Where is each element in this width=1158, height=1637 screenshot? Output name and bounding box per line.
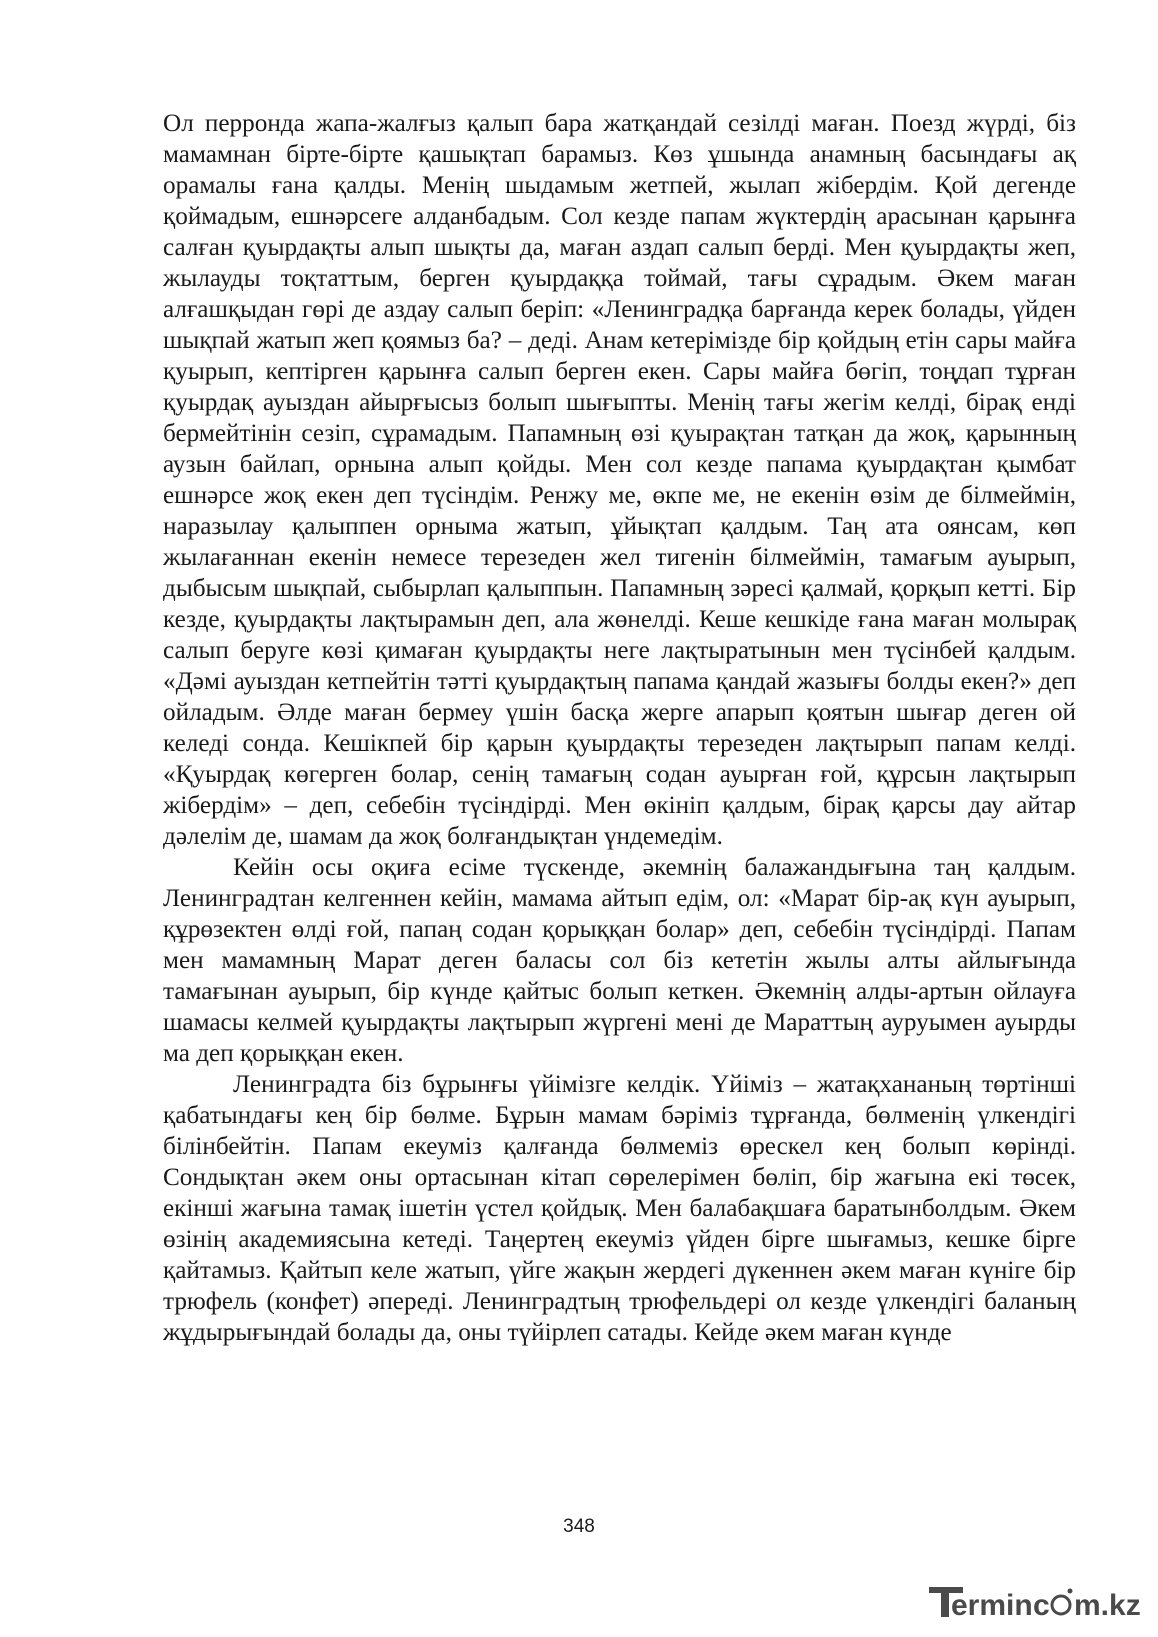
termincom-logo: [929, 1575, 1144, 1627]
paragraph-1: Ол перронда жапа-жалғыз қалып бара жатқандай сезілді маған. Поезд жүрді, біз мамамнан біртe-біртe қашықтап барамыз. Көз ұшында анамның басындағы ақ орамалы ғана қалды. Менің шыдамым жетпей, жылап жібердім. Қой дегенде қоймадым, ешнәрсеге алданбадым. Сол кезде папам жүктердің арасынан қарынға салған қуырдақты алып шықты да, маған аздап салып берді. Мен қуырдақты жеп, жылауды тоқтаттым, берген қуырдаққа тоймай, тағы сұрадым. Әкем маған алғашқыдан гөрі де аздау салып беріп: «Ленинградқа барғанда керек болады, үйден шықпай жатып жеп қоямыз ба? – деді. Анам кетерімізде бір қойдың етін сары майға қуырып, кептірген қарынға салып берген екен. Сары майға бөгіп, тоңдап тұрған қуырдақ ауыздан айырғысыз болып шығыпты. Менің тағы жегім келді, бірақ енді бермейтінін сезіп, сұрамадым. Папамның өзі қуырақтан татқан да жоқ, қарынның аузын байлап, орнына алып қойды. Мен сол кезде папама қуырдақтан қымбат ешнәрсе жоқ екен деп түсіндім. Ренжу ме, өкпе ме, не екенін өзім де білмеймін, наразылау қалыппен орныма жатып, ұйықтап қалдым. Таң ата оянсам, көп жылағаннан екенін немесе терезеден жел тигенін білмеймін, тамағым ауырып, дыбысым шықпай, сыбырлап қалыппын. Папамның зәресі қалмай, қорқып кетті. Бір кезде, қуырдақты лақтырамын деп, ала жөнелді. Кеше кешкіде ғана маған молырақ салып беруге көзі қимаған қуырдақты неге лақтыратынын мен түсінбей қалдым. «Дәмі ауыздан кетпейтін тәтті қуырдақтың папама қандай жазығы болды екен?» деп ойладым. Әлде маған бермеу үшін басқа жерге апарып қоятын шығар деген ой келеді сонда. Кешікпей бір қарын қуырдақты терезеден лақтырып папам келді. «Қуырдақ көгерген болар, сенің тамағың содан ауырған ғой, құрсын лақтырып жібердім» – деп, себебін түсіндірді. Мен өкініп қалдым, бірақ қарсы дау айтар дәлелім де, шамам да жоқ болғандықтан үндемедім.: [163, 110, 1076, 850]
paragraph-3: Ленинградта біз бұрынғы үйімізге келдік. Үйіміз – жатақхананың төртінші қабатындағы кең бір бөлме. Бұрын мамам бәріміз тұрғанда, бөлменің үлкендігі білінбейтін. Папам екеуміз қалғанда бөлмеміз өрескел кең болып көрінді. Сондықтан әкем оны ортасынан кітап сөрелерімен бөліп, бір жағына екі төсек, екінші жағына тамақ ішетін үстел қойдық. Мен балабақшаға баратынболдым. Әкем өзінің академиясына кетеді. Таңертең екеуміз үйден бірге шығамыз, кешке бірге қайтамыз. Қайтып келе жатып, үйге жақын жердегі дүкеннен әкем маған күніге бір трюфель (конфет) әпереді. Ленинградтың трюфельдері ол кезде үлкендігі баланың жұдырығындай болады да, оны түйірлеп сатады. Кейде әкем маған күнде: [163, 1071, 1076, 1346]
svg-text:c: c: [1033, 1589, 1050, 1622]
svg-text:ermin: ermin: [951, 1589, 1033, 1622]
page-body: [163, 108, 1076, 1348]
page-number: 348: [563, 1516, 595, 1537]
paragraph-2: Кейін осы оқиға есіме түскенде, әкемнің балажандығына таң қалдым. Ленинградтан келгеннен кейін, мамама айтып едім, ол: «Марат бір-ақ күн ауырып, құрөзектен өлді ғой, папаң содан қорыққан болар» деп, себебін түсіндірді. Папам мен мамамның Марат деген баласы сол біз кететін жылы алты айлығында тамағынан ауырып, бір күнде қайтыс болып кеткен. Әкемнің алды-артын ойлауға шамасы келмей қуырдақты лақтырып жүргені мені де Мараттың ауруымен ауырды ма деп қорыққан екен.: [163, 854, 1076, 1067]
svg-text:m.kz: m.kz: [1074, 1589, 1141, 1622]
